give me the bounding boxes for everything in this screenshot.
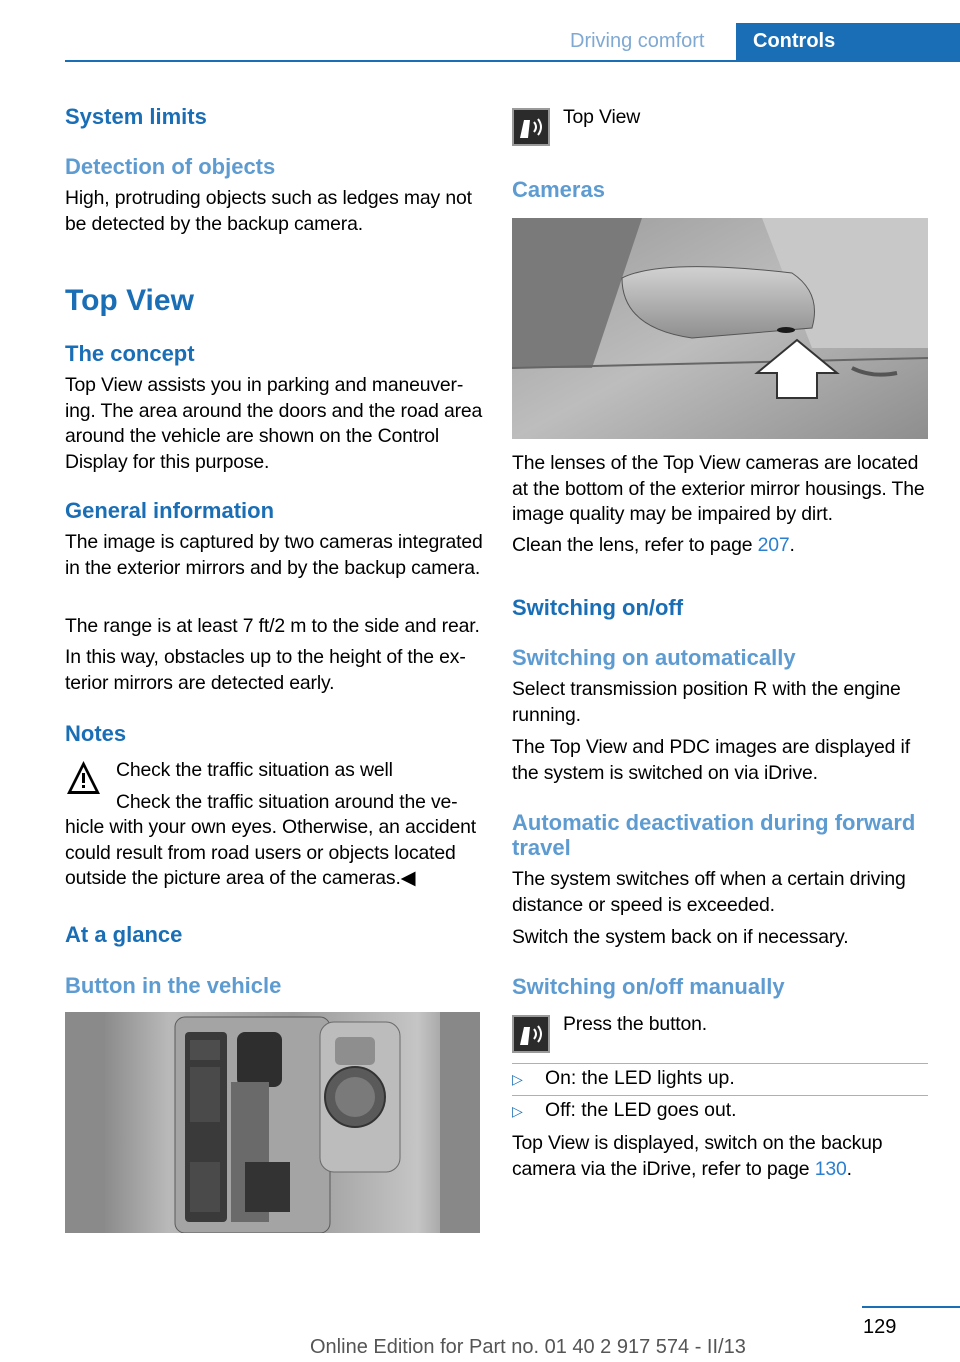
notes-heading: Notes [65,721,127,746]
auto-on-text-1: Select transmission position R with the engine running. [512,678,901,726]
auto-deactivation-text-1: The system switches off when a certain driving distance or speed is exceeded. [512,868,906,916]
page-number: 129 [863,1316,897,1338]
bullet-item-on: ▷ On: the LED lights up. [512,1067,735,1089]
cameras-text: The lenses of the Top View cameras are located at the bottom of the exterior mirror housings. The image quality may be impaired by dirt. [512,452,925,526]
general-info-text-1: The image is captured by two cameras integrated in the exterior mirrors and by the backup camera. [65,531,483,579]
bullet-item-off: ▷ Off: the LED goes out. [512,1099,737,1121]
page-link-207[interactable]: 207 [757,534,790,556]
general-info-text-3: In this way, obstacles up to the height of the ex‐terior mirrors are detected early. [65,646,466,694]
final-text: Top View is displayed, switch on the backup camera via the iDrive, refer to page 130. [512,1132,883,1180]
warning-text: hicle with your own eyes. Otherwise, an accident could result from road users or objects located outside the picture area of the cameras.◀ [65,816,476,890]
clean-lens-text: Clean the lens, refer to page 207. [512,534,795,556]
concept-heading: The concept [65,341,195,366]
top-view-button-label: Top View [563,106,641,128]
header-rule [65,60,960,62]
mirror-camera-photo [512,218,928,439]
warning-text-line-1: Check the traffic situation around the ve‐ [116,791,458,813]
center-console-photo [65,1012,480,1233]
auto-deactivation-text-2: Switch the system back on if necessary. [512,926,849,948]
top-view-button-icon-2 [512,1015,550,1053]
warning-title: Check the traffic situation as well [116,759,393,781]
header-section-title: Driving comfort [570,30,705,52]
header-chapter-tab: Controls [736,23,960,61]
switching-heading: Switching on/off [512,595,684,620]
bullet-divider [512,1095,928,1096]
top-view-heading: Top View [65,284,194,317]
auto-on-heading: Switching on automatically [512,645,796,670]
auto-deactivation-heading: Automatic deactivation during forward travel [512,810,916,860]
footer-edition: Online Edition for Part no. 01 40 2 917 574 - II/13 [310,1336,746,1358]
button-in-vehicle-heading: Button in the vehicle [65,973,282,998]
footer-rule [862,1306,960,1308]
concept-text: Top View assists you in parking and maneuver‐ing. The area around the doors and the road area around the vehicle are shown on the Control Display for this purpose. [65,374,483,473]
general-info-heading: General information [65,498,275,523]
auto-on-text-2: The Top View and PDC images are displayed if the system is switched on via iDrive. [512,736,910,784]
bullet-triangle-icon: ▷ [512,1071,523,1087]
manual-switching-heading: Switching on/off manually [512,974,785,999]
top-view-button-icon [512,108,550,146]
press-button-text: Press the button. [563,1013,708,1035]
detection-text: High, protruding objects such as ledges may not be detected by the backup camera. [65,187,472,235]
bullet-triangle-icon: ▷ [512,1103,523,1119]
at-a-glance-heading: At a glance [65,922,183,947]
warning-icon [65,758,102,798]
page-link-130[interactable]: 130 [814,1157,847,1180]
bullet-divider [512,1063,928,1064]
cameras-heading: Cameras [512,177,605,202]
system-limits-heading: System limits [65,104,207,129]
detection-heading: Detection of objects [65,154,276,179]
general-info-text-2: The range is at least 7 ft/2 m to the side and rear. [65,615,480,637]
